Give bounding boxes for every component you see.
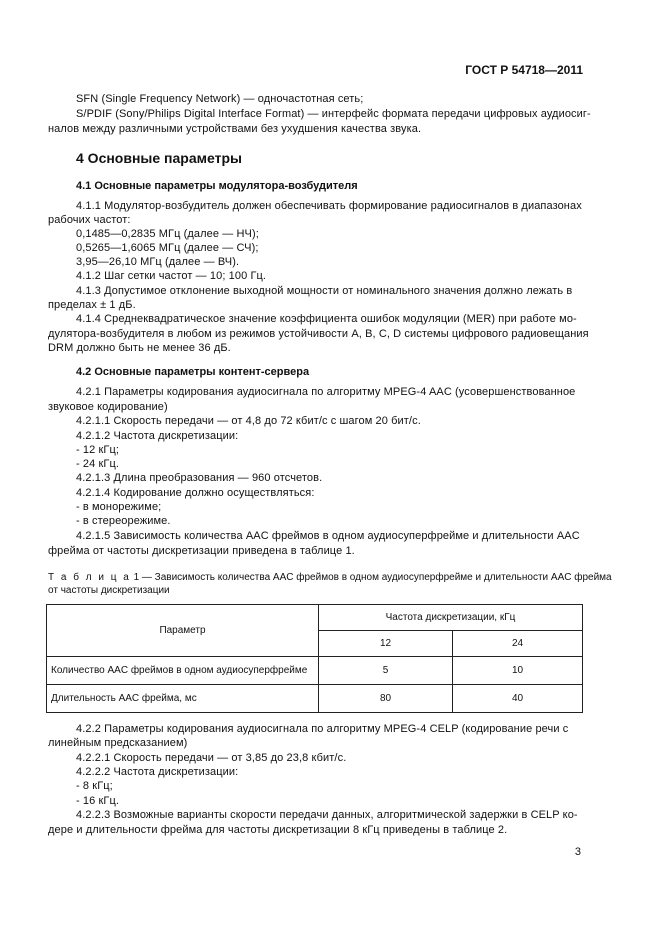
frequency-range-lf: 0,1485—0,2835 МГц (далее — НЧ); <box>76 228 259 240</box>
paragraph-line: 4.2.1.3 Длина преобразования — 960 отсчетов. <box>76 472 323 484</box>
paragraph-line: фрейма от частоты дискретизации приведена в таблице 1. <box>48 545 355 557</box>
table-subheader-12: 12 <box>319 631 453 657</box>
paragraph-line: звуковое кодирование) <box>48 401 168 413</box>
definition-spdif: S/PDIF (Sony/Philips Digital Interface Format) — интерфейс формата передачи цифровых аудиосиг- <box>76 108 591 120</box>
table-caption-text: 1 — Зависимость количества AAC фреймов в одном аудиосуперфрейме и длительности AAC фрейма <box>133 572 612 583</box>
paragraph-line: 4.2.2.1 Скорость передачи — от 3,85 до 23,8 кбит/с. <box>76 752 347 764</box>
paragraph-line: 4.1.3 Допустимое отклонение выходной мощности от номинального значения должно лежать в <box>76 285 573 297</box>
list-item: - 24 кГц. <box>76 458 120 470</box>
paragraph-line: линейным предсказанием) <box>48 737 188 749</box>
frequency-range-hf: 3,95—26,10 МГц (далее — ВЧ). <box>76 256 240 268</box>
paragraph-line: 4.2.1 Параметры кодирования аудиосигнала по алгоритму MPEG-4 AAC (усовершенствованное <box>76 386 576 398</box>
definition-spdif-cont: налов между различными устройствами без ухудшения качества звука. <box>48 123 422 135</box>
table-header-frequency: Частота дискретизации, кГц <box>319 605 583 631</box>
paragraph-line: 4.2.1.2 Частота дискретизации: <box>76 430 239 442</box>
table-1-caption-cont: от частоты дискретизации <box>48 585 170 596</box>
paragraph-line: дулятора-возбудителя в любом из режимов устойчивости A, B, C, D системы цифрового радиовещания <box>48 328 589 340</box>
table-cell-param: Длительность AAC фрейма, мс <box>47 685 319 713</box>
paragraph-line: 4.1.1 Модулятор-возбудитель должен обеспечивать формирование радиосигналов в диапазонах <box>76 200 582 212</box>
list-item: - 8 кГц; <box>76 780 113 792</box>
paragraph-line: 4.2.1.4 Кодирование должно осуществляться: <box>76 487 315 499</box>
paragraph-line: DRM должно быть не менее 36 дБ. <box>48 342 231 354</box>
paragraph-line: 4.2.1.1 Скорость передачи — от 4,8 до 72 кбит/с с шагом 20 бит/с. <box>76 415 421 427</box>
paragraph-line: 4.1.2 Шаг сетки частот — 10; 100 Гц. <box>76 270 267 282</box>
standard-header: ГОСТ Р 54718—2011 <box>465 63 583 77</box>
list-item: - в монорежиме; <box>76 501 162 513</box>
paragraph-line: рабочих частот: <box>48 214 131 226</box>
table-cell-12: 80 <box>319 685 453 713</box>
frequency-range-mf: 0,5265—1,6065 МГц (далее — СЧ); <box>76 242 259 254</box>
list-item: - 16 кГц. <box>76 795 120 807</box>
paragraph-line: 4.2.2.2 Частота дискретизации: <box>76 766 239 778</box>
list-item: - 12 кГц; <box>76 444 120 456</box>
page-number: 3 <box>574 846 581 858</box>
table-header-parameter: Параметр <box>47 605 319 657</box>
table-row <box>47 657 583 685</box>
table-cell-24: 40 <box>453 685 583 713</box>
table-subheader-24: 24 <box>453 631 583 657</box>
table-1-caption <box>48 572 612 583</box>
section-4-1-title: 4.1 Основные параметры модулятора-возбудителя <box>76 180 358 192</box>
section-4-2-title: 4.2 Основные параметры контент-сервера <box>76 366 310 378</box>
paragraph-line: 4.1.4 Среднеквадратическое значение коэффициента ошибок модуляции (MER) при работе мо- <box>76 313 577 325</box>
table-cell-24: 10 <box>453 657 583 685</box>
paragraph-line: дере и длительности фрейма для частоты дискретизации 8 кГц приведены в таблице 2. <box>48 824 508 836</box>
section-4-title: 4 Основные параметры <box>76 150 242 166</box>
table-1 <box>46 604 583 713</box>
definition-sfn: SFN (Single Frequency Network) — одночастотная сеть; <box>76 93 364 105</box>
table-cell-param: Количество AAC фреймов в одном аудиосуперфрейме <box>47 657 319 685</box>
table-row <box>47 685 583 713</box>
list-item: - в стереорежиме. <box>76 515 171 527</box>
table-caption-prefix: Т а б л и ц а <box>48 572 131 583</box>
paragraph-line: 4.2.1.5 Зависимость количества AAC фреймов в одном аудиосуперфрейме и длительности AAC <box>76 530 580 542</box>
paragraph-line: 4.2.2.3 Возможные варианты скорости передачи данных, алгоритмической задержки в CELP ко- <box>76 809 578 821</box>
table-cell-12: 5 <box>319 657 453 685</box>
paragraph-line: 4.2.2 Параметры кодирования аудиосигнала по алгоритму MPEG-4 CELP (кодирование речи с <box>76 723 569 735</box>
paragraph-line: пределах ± 1 дБ. <box>48 299 136 311</box>
